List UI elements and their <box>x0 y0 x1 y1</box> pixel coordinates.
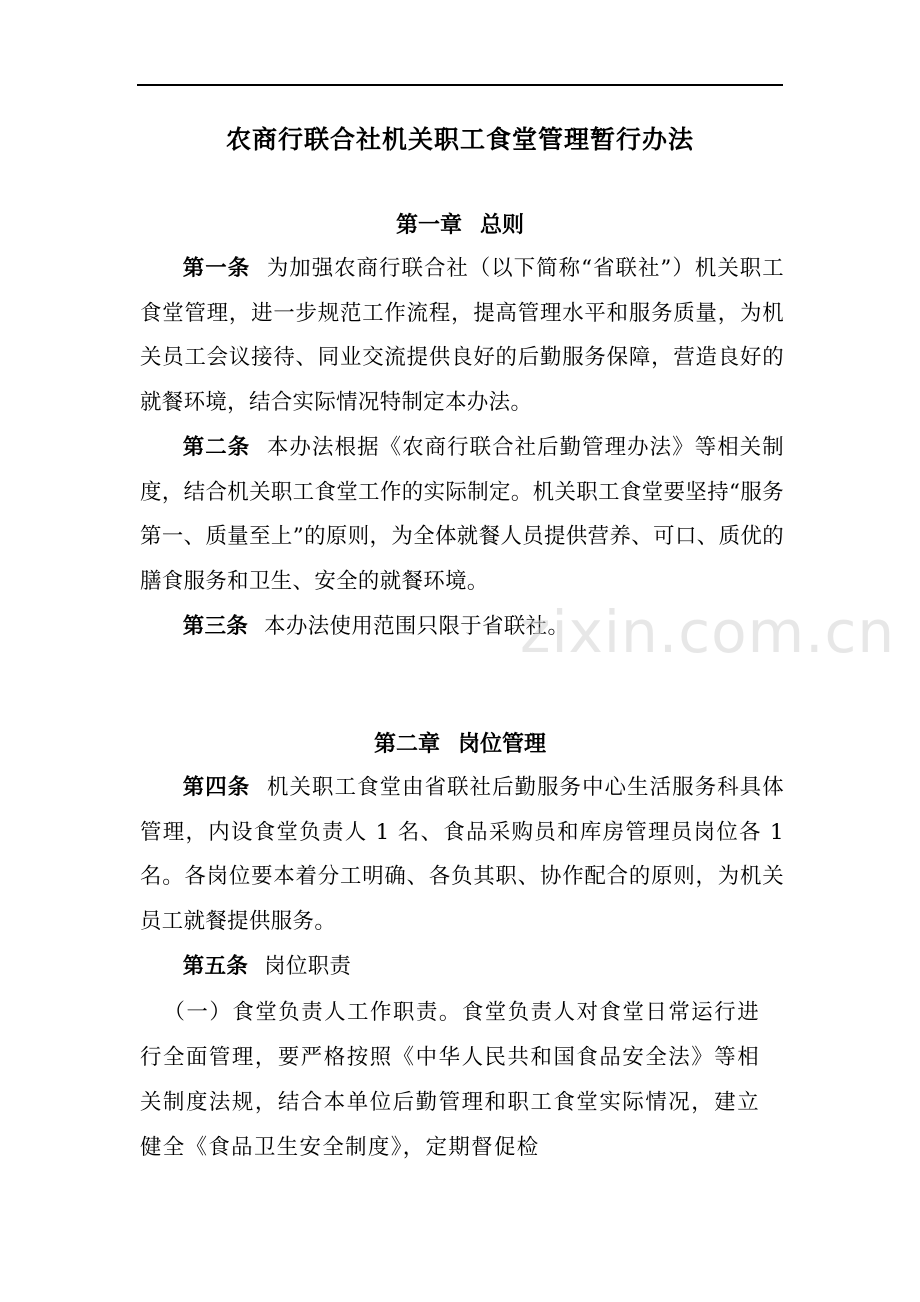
chapter-number: 第二章 <box>373 732 440 757</box>
article-5 <box>140 945 784 990</box>
chapter-name: 总则 <box>480 213 525 238</box>
document-title: 农商行联合社机关职工食堂管理暂行办法 <box>225 125 694 154</box>
header-rule <box>137 84 783 86</box>
article-label: 第四条 <box>182 775 251 800</box>
article-text: 本办法使用范围只限于省联社。 <box>264 613 570 639</box>
article-label: 第五条 <box>182 953 249 979</box>
article-2 <box>140 426 784 605</box>
chapter-number: 第一章 <box>395 213 462 238</box>
duty-item-1: （一）食堂负责人工作职责。食堂负责人对食堂日常运行进行全面管理，要严格按照《中华人民共和国食品安全法》等相关制度法规，结合本单位后勤管理和职工食堂实际情况，建立健全《食品卫生安全制度》，定期督促检 <box>140 999 760 1160</box>
article-4 <box>140 766 784 945</box>
chapter-name: 岗位管理 <box>458 732 547 757</box>
chapter-heading-2 <box>0 725 920 765</box>
chapter-heading-1 <box>0 206 920 246</box>
article-label: 第三条 <box>182 613 249 639</box>
chapter-1-body <box>140 247 784 649</box>
watermark: zixin.com.cn <box>520 598 896 666</box>
article-text: 岗位职责 <box>264 953 352 979</box>
article-1 <box>140 247 784 426</box>
article-3 <box>140 605 784 650</box>
article-label: 第一条 <box>182 256 251 281</box>
article-label: 第二条 <box>182 434 251 460</box>
chapter-2-body <box>140 766 784 1170</box>
article-text: 机关职工食堂由省联社后勤服务中心生活服务科具体管理，内设食堂负责人 1 名、食品采购员和库房管理员岗位各 1 名。各岗位要本着分工明确、各负其职、协作配合的原则，为机关员工就餐提供服务。 <box>140 775 785 935</box>
article-text: 本办法根据《农商行联合社后勤管理办法》等相关制度，结合机关职工食堂工作的实际制定。机关职工食堂要坚持“服务第一、质量至上”的原则，为全体就餐人员提供营养、可口、质优的膳食服务和卫生、安全的就餐环境。 <box>140 434 785 594</box>
article-text: 为加强农商行联合社（以下简称“省联社”）机关职工食堂管理，进一步规范工作流程，提高管理水平和服务质量，为机关员工会议接待、同业交流提供良好的后勤服务保障，营造良好的就餐环境，结合实际情况特制定本办法。 <box>140 256 784 416</box>
